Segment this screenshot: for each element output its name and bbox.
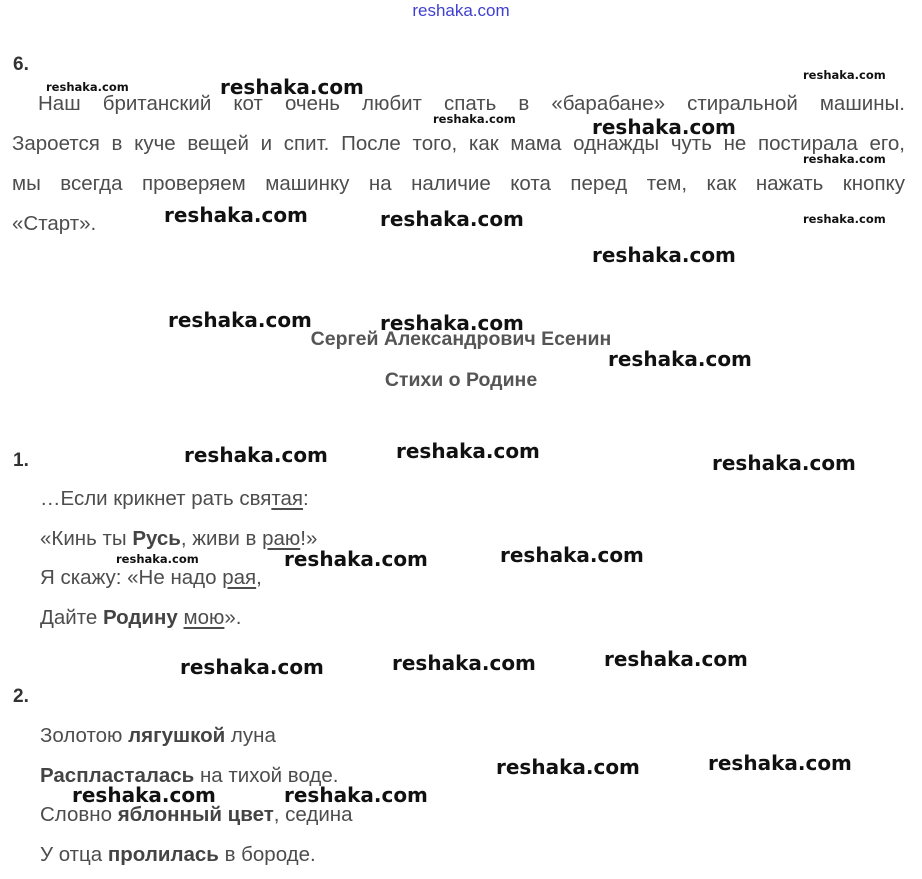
watermark: reshaka.com bbox=[380, 207, 524, 231]
text-fragment: ». bbox=[224, 606, 242, 629]
site-header-link[interactable]: reshaka.com bbox=[412, 1, 510, 20]
poem-1-line-2 bbox=[40, 527, 317, 551]
poem-2-line-1 bbox=[40, 724, 276, 748]
text-fragment: !» bbox=[300, 527, 318, 550]
text-fragment: Дайте bbox=[40, 606, 103, 629]
watermark: reshaka.com bbox=[46, 80, 129, 94]
watermark: reshaka.com bbox=[592, 115, 736, 139]
text-fragment: Я скажу: «Не надо bbox=[40, 566, 223, 589]
watermark: reshaka.com bbox=[608, 347, 752, 371]
poem-1-line-1 bbox=[40, 487, 309, 511]
watermark: reshaka.com bbox=[496, 755, 640, 779]
watermark: reshaka.com bbox=[396, 439, 540, 463]
text-fragment: : bbox=[303, 487, 309, 510]
text-fragment: Словно bbox=[40, 803, 118, 826]
underlined-word: тая bbox=[271, 487, 304, 510]
paragraph-line: Зароется в куче вещей и спит. После того, как мама однажды чуть не постирала его, bbox=[12, 132, 905, 155]
text-fragment: , седина bbox=[273, 803, 353, 826]
poem-1-line-3 bbox=[40, 566, 262, 590]
text-fragment: …Если крикнет рать свя bbox=[40, 487, 272, 510]
watermark: reshaka.com bbox=[284, 783, 428, 807]
watermark: reshaka.com bbox=[116, 552, 199, 566]
text-fragment: Золотою bbox=[40, 724, 129, 747]
bold-word: Распласталась bbox=[40, 764, 195, 787]
watermark: reshaka.com bbox=[220, 75, 364, 99]
watermark: reshaka.com bbox=[803, 212, 886, 226]
watermark: reshaka.com bbox=[164, 203, 308, 227]
paragraph-line: мы всегда проверяем машинку на наличие кота перед тем, как нажать кнопку bbox=[12, 172, 905, 195]
watermark: reshaka.com bbox=[803, 152, 886, 166]
watermark: reshaka.com bbox=[500, 543, 644, 567]
watermark: reshaka.com bbox=[72, 783, 216, 807]
poem-2-line-4 bbox=[40, 843, 316, 867]
text-fragment: «Кинь ты bbox=[40, 527, 133, 550]
text-fragment: на тихой воде. bbox=[194, 764, 339, 787]
watermark: reshaka.com bbox=[604, 647, 748, 671]
text-fragment: У отца bbox=[40, 843, 108, 866]
bold-word: яблонный цвет bbox=[117, 803, 274, 826]
underlined-word: рая bbox=[222, 566, 257, 589]
watermark: reshaka.com bbox=[184, 443, 328, 467]
bold-word: пролилась bbox=[107, 843, 219, 866]
poem-1-line-4 bbox=[40, 606, 242, 630]
watermark: reshaka.com bbox=[712, 451, 856, 475]
bold-word: Родину bbox=[103, 606, 178, 629]
work-title-heading: Стихи о Родине bbox=[384, 369, 538, 391]
watermark: reshaka.com bbox=[592, 243, 736, 267]
text-fragment: , живи в bbox=[180, 527, 263, 550]
underlined-word: раю bbox=[262, 527, 301, 550]
author-heading: Сергей Александрович Есенин bbox=[310, 328, 612, 350]
watermark: reshaka.com bbox=[708, 751, 852, 775]
exercise-number-2: 2. bbox=[13, 686, 29, 707]
text-fragment: в бороде. bbox=[218, 843, 316, 866]
watermark: reshaka.com bbox=[168, 308, 312, 332]
paragraph-line: Наш британский кот очень любит спать в «барабане» стиральной машины. bbox=[38, 92, 905, 115]
watermark: reshaka.com bbox=[284, 547, 428, 571]
watermark: reshaka.com bbox=[180, 655, 324, 679]
paragraph-line: «Старт». bbox=[12, 212, 97, 235]
text-fragment: , bbox=[256, 566, 262, 589]
underlined-word: мою bbox=[183, 606, 225, 629]
watermark: reshaka.com bbox=[392, 651, 536, 675]
exercise-number-1: 1. bbox=[13, 450, 29, 471]
bold-word: Русь bbox=[132, 527, 181, 550]
exercise-number-6: 6. bbox=[13, 54, 29, 75]
watermark: reshaka.com bbox=[803, 68, 886, 82]
watermark: reshaka.com bbox=[433, 112, 516, 126]
text-fragment: луна bbox=[225, 724, 276, 747]
watermark: reshaka.com bbox=[380, 311, 524, 335]
bold-word: лягушкой bbox=[128, 724, 226, 747]
